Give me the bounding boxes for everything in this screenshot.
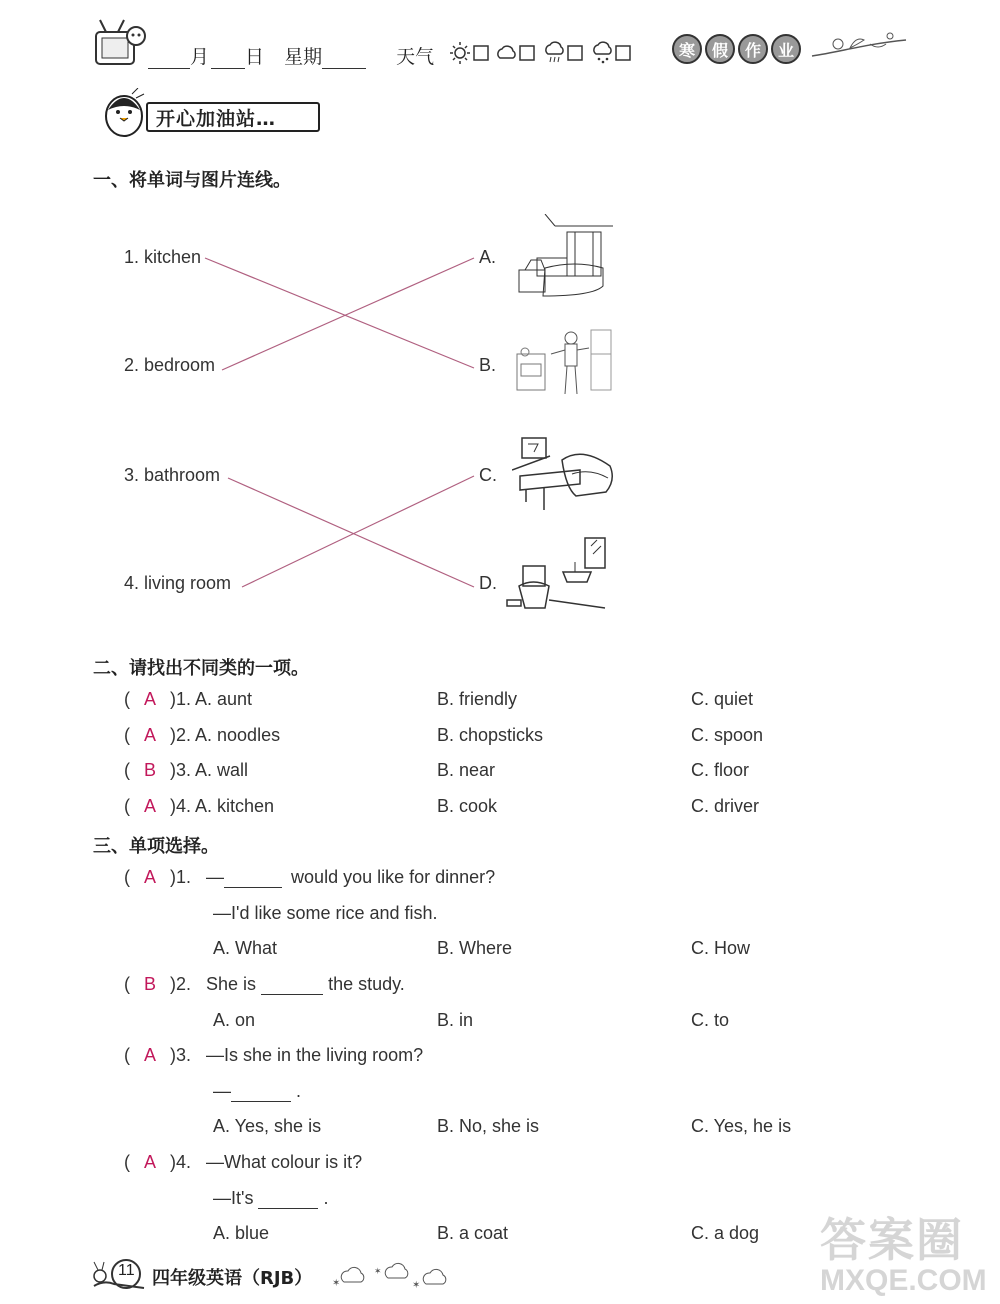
reply-prefix: — — [213, 1081, 231, 1101]
question-row — [124, 725, 280, 746]
question-row — [124, 796, 274, 817]
option-c[interactable]: C. quiet — [691, 689, 754, 709]
reply-line — [213, 1188, 329, 1209]
answer-blank[interactable] — [261, 979, 323, 995]
close-paren: ) — [170, 725, 176, 745]
option-c[interactable]: C. Yes, he is — [691, 1116, 792, 1136]
svg-text:✶: ✶ — [374, 1267, 382, 1277]
reply-line: —I'd like some rice and fish. — [213, 903, 438, 923]
option-b[interactable]: B. in — [437, 1010, 474, 1030]
section3-title: 三、单项选择。 — [93, 836, 219, 857]
stem-suffix: would you like for dinner? — [291, 867, 496, 887]
watermark — [820, 1204, 1000, 1304]
option-a[interactable]: A. noodles — [195, 725, 281, 745]
option-b[interactable]: B. chopsticks — [437, 725, 544, 745]
answer[interactable]: A — [143, 1152, 156, 1172]
month-label: 月 — [190, 46, 210, 68]
living-room-picture — [515, 214, 615, 298]
match-letter: A. — [479, 247, 497, 267]
option-a[interactable]: A. kitchen — [195, 796, 275, 816]
reply-prefix: —It's — [213, 1188, 254, 1208]
title-char: 假 — [705, 34, 735, 64]
book-label: 四年级英语（RJB） — [152, 1268, 313, 1289]
match-letter: B. — [479, 355, 497, 375]
open-paren: ( — [124, 725, 130, 745]
section2-title: 二、请找出不同类的一项。 — [93, 658, 309, 679]
stem: —Is she in the living room? — [206, 1045, 424, 1065]
week-label: 星期 — [284, 46, 323, 68]
option-b[interactable]: B. No, she is — [437, 1116, 540, 1136]
answer[interactable]: A — [143, 796, 156, 816]
answer[interactable]: A — [143, 867, 156, 887]
match-line[interactable] — [222, 258, 474, 370]
match-letter: D. — [479, 573, 497, 593]
match-word: 2. bedroom — [124, 355, 216, 375]
answer[interactable]: B — [143, 760, 156, 780]
reply-suffix: . — [323, 1188, 329, 1208]
option-c[interactable]: C. How — [691, 938, 751, 958]
match-line[interactable] — [228, 478, 474, 587]
option-a[interactable]: A. What — [213, 938, 278, 958]
watermark-url: MXQE.COM — [820, 1264, 987, 1297]
option-a[interactable]: A. on — [213, 1010, 256, 1030]
stem-suffix: the study. — [328, 974, 405, 994]
answer-blank[interactable] — [231, 1086, 291, 1102]
stem-prefix: — — [206, 867, 225, 887]
watermark-text: 答案圈 — [820, 1213, 964, 1267]
match-letter: C. — [479, 465, 497, 485]
stem: —What colour is it? — [206, 1152, 363, 1172]
option-b[interactable]: B. a coat — [437, 1223, 509, 1243]
match-line[interactable] — [205, 258, 474, 368]
option-a[interactable]: A. Yes, she is — [213, 1116, 322, 1136]
option-c[interactable]: C. spoon — [691, 725, 764, 745]
title-char: 寒 — [672, 34, 702, 64]
question-row — [124, 689, 252, 710]
question-number: 2. — [176, 725, 192, 745]
question-number: 3. — [176, 760, 192, 780]
question-number: 4. — [176, 796, 192, 816]
option-c[interactable]: C. driver — [691, 796, 760, 816]
reply-suffix: . — [296, 1081, 302, 1101]
option-b[interactable]: B. friendly — [437, 689, 518, 709]
question-row — [124, 760, 248, 781]
title-char: 业 — [771, 34, 801, 64]
reply-line — [213, 1081, 301, 1102]
option-a[interactable]: A. wall — [195, 760, 249, 780]
match-word: 4. living room — [124, 573, 232, 593]
close-paren: ) — [170, 689, 176, 709]
weather-label: 天气 — [396, 46, 435, 68]
close-paren: ) — [170, 796, 176, 816]
option-b[interactable]: B. cook — [437, 796, 498, 816]
answer-blank[interactable] — [258, 1193, 318, 1209]
question-number: 1. — [176, 689, 192, 709]
bedroom-picture — [512, 430, 616, 512]
open-paren: ( — [124, 689, 130, 709]
decorative-clouds-icon — [330, 1260, 460, 1290]
match-word: 3. bathroom — [124, 465, 221, 485]
svg-text:✶: ✶ — [412, 1280, 421, 1290]
open-paren: ( — [124, 796, 130, 816]
page-number: 11 — [118, 1262, 135, 1279]
option-b[interactable]: B. near — [437, 760, 496, 780]
section1-title: 一、将单词与图片连线。 — [93, 170, 291, 191]
title-char: 作 — [738, 34, 768, 64]
match-word: 1. kitchen — [124, 247, 202, 267]
open-paren: ( — [124, 760, 130, 780]
question-number: 1. — [176, 867, 192, 887]
banner-text: 开心加油站… — [156, 107, 277, 130]
match-line[interactable] — [242, 476, 474, 587]
day-label: 日 — [245, 46, 265, 68]
option-a[interactable]: A. aunt — [195, 689, 253, 709]
question-number: 4. — [176, 1152, 192, 1172]
option-a[interactable]: A. blue — [213, 1223, 270, 1243]
svg-text:✶: ✶ — [332, 1278, 341, 1289]
option-c[interactable]: C. a dog — [691, 1223, 760, 1243]
question-number: 3. — [176, 1045, 192, 1065]
close-paren: ) — [170, 760, 176, 780]
question-row: ( A )1. — would you like for dinner? — [124, 867, 496, 887]
option-c[interactable]: C. to — [691, 1010, 730, 1030]
answer[interactable]: A — [143, 689, 156, 709]
question-row: ( A )3. —Is she in the living room? — [124, 1045, 424, 1065]
answer-blank[interactable] — [224, 872, 282, 888]
bathroom-picture — [505, 534, 611, 618]
answer[interactable]: A — [143, 1045, 156, 1065]
question-number: 2. — [176, 974, 192, 994]
answer[interactable]: B — [143, 974, 156, 994]
stem-prefix: She is — [206, 974, 257, 994]
option-c[interactable]: C. floor — [691, 760, 750, 780]
option-b[interactable]: B. Where — [437, 938, 513, 958]
answer[interactable]: A — [143, 725, 156, 745]
question-row: ( A )4. —What colour is it? — [124, 1152, 363, 1172]
kitchen-picture — [515, 324, 615, 396]
question-row: ( B )2. She is the study. — [124, 974, 405, 994]
